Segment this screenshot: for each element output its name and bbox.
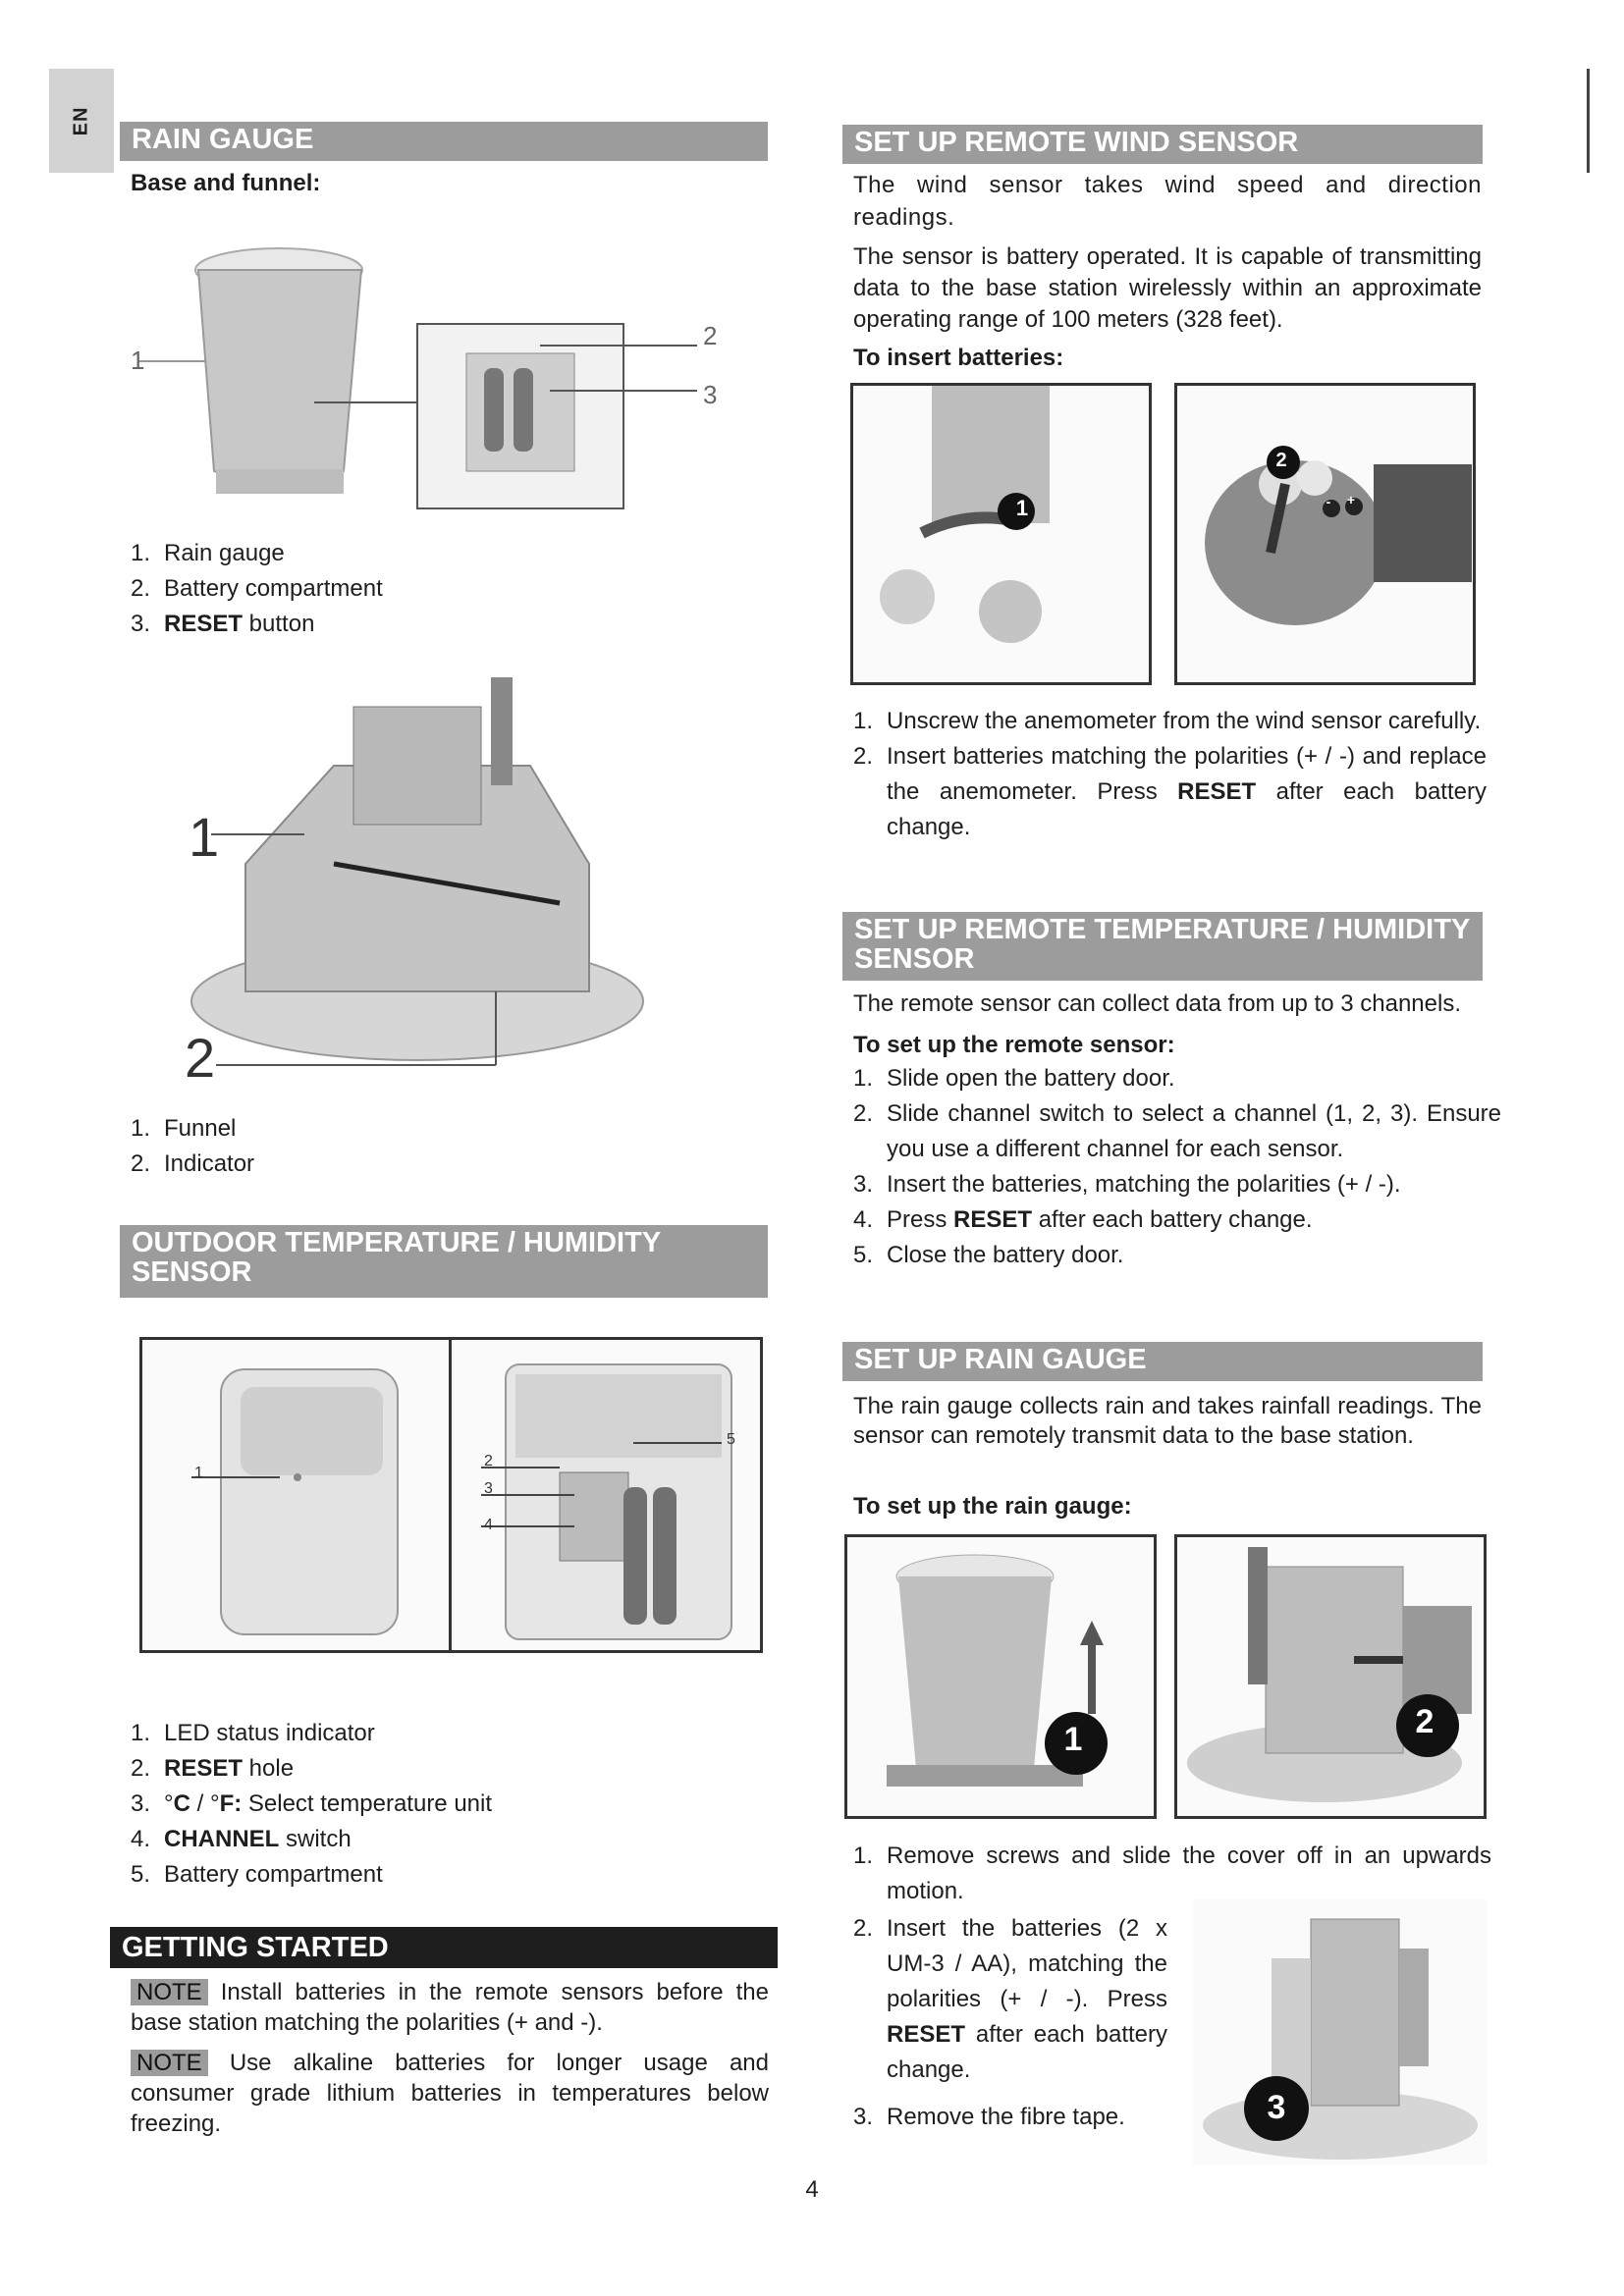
note-2: NOTE Use alkaline batteries for longer usage and consumer grade lithium batteries in temperatures below freezing. (131, 2050, 769, 2137)
list-item: 1. Slide open the battery door. (853, 1065, 1175, 1092)
rain-gauge-parts-list (131, 536, 720, 642)
fig1-callout-1: 1 (131, 346, 145, 375)
sensor-callout-4: 4 (484, 1517, 493, 1533)
rain-gauge-open-illustration (1177, 1537, 1484, 1816)
list-item: 4. CHANNEL switch (131, 1826, 352, 1852)
sensor-callout-3: 3 (484, 1480, 493, 1497)
rain-gauge-base (216, 469, 344, 494)
setup-badge-2: 2 (1415, 1703, 1435, 1740)
anemometer-figure-2 (1174, 383, 1476, 685)
rain-setup-subheading: To set up the rain gauge: (853, 1493, 1132, 1520)
list-item: 3. °C / °F: Select temperature unit (131, 1790, 493, 1817)
rain-gauge-body (198, 270, 361, 484)
list-item: 5. Close the battery door. (853, 1242, 1124, 1268)
sensor-callout-5: 5 (727, 1431, 735, 1448)
wind-steps-list (853, 704, 1487, 845)
list-item: 3. Remove the fibre tape. (853, 2104, 1125, 2130)
rain-setup-figure-2 (1174, 1534, 1487, 1819)
language-tab (49, 69, 114, 173)
rain-setup-heading: SET UP RAIN GAUGE (842, 1342, 1483, 1381)
rain-setup-figure-1 (844, 1534, 1157, 1819)
rain-gauge-illustration (847, 1537, 1154, 1816)
list-item: 2. Indicator (131, 1150, 255, 1177)
anemometer-illustration (853, 386, 1149, 682)
list-item: 1. Funnel (131, 1115, 237, 1142)
temp-sensor-intro: The remote sensor can collect data from up to 3 channels. (853, 990, 1461, 1017)
polarity-plus: + (1346, 492, 1356, 507)
note-label: NOTE (131, 1979, 208, 2005)
list-item: 4. Press RESET after each battery change. (853, 1206, 1313, 1233)
base-funnel-subheading: Base and funnel: (131, 170, 321, 196)
list-item: 1. Unscrew the anemometer from the wind sensor carefully. (853, 708, 1482, 734)
battery-icon (484, 368, 504, 452)
getting-started-heading: GETTING STARTED (110, 1927, 778, 1968)
insert-batteries-subheading: To insert batteries: (853, 345, 1064, 371)
list-item: 2. Insert batteries matching the polarities (+ / -) and replace the anemometer. Press RESET after each battery change. (853, 743, 1487, 840)
wind-sensor-para1: The wind sensor takes wind speed and direction readings. (853, 172, 1482, 231)
note-label: NOTE (131, 2050, 208, 2076)
sensor-illustration (142, 1340, 760, 1650)
battery-compartment-illustration (1177, 386, 1473, 682)
temp-sensor-heading: SET UP REMOTE TEMPERATURE / HUMIDITY SENSOR (842, 912, 1483, 981)
wind-sensor-heading: SET UP REMOTE WIND SENSOR (842, 125, 1483, 164)
rain-setup-intro: The rain gauge collects rain and takes rainfall readings. The sensor can remotely transmit data to the base station. (853, 1393, 1482, 1449)
rain-setup-steps-2 (853, 1911, 1167, 2135)
wind-sensor-para2: The sensor is battery operated. It is capable of transmitting data to the base station wirelessly within an approximate operating range of 100 meters (328 feet). (853, 243, 1482, 333)
list-item: 1. LED status indicator (131, 1720, 375, 1746)
note-1: NOTE Install batteries in the remote sensors before the base station matching the polarities (+ and -). (131, 1979, 769, 2036)
sensor-callout-1: 1 (194, 1465, 203, 1481)
fibre-tape-illustration (1193, 1899, 1488, 2164)
remote-sensor-subheading: To set up the remote sensor: (853, 1032, 1175, 1058)
page-number: 4 (805, 2176, 819, 2203)
anemometer-figure-1 (850, 383, 1152, 685)
sensor-parts-list (131, 1716, 720, 1893)
language-code: EN (70, 106, 92, 135)
rain-setup-figure-3 (1193, 1899, 1488, 2164)
step-badge-2: 2 (1275, 450, 1287, 471)
outdoor-sensor-heading: OUTDOOR TEMPERATURE / HUMIDITY SENSOR (120, 1225, 768, 1298)
list-item: 5. Battery compartment (131, 1861, 383, 1888)
rain-gauge-figure (118, 226, 727, 520)
list-item: 2. Insert the batteries (2 x UM-3 / AA), matching the polarities (+ / -). Press RESET after each battery change. (853, 1915, 1167, 2083)
funnel-illustration (177, 667, 668, 1090)
setup-badge-1: 1 (1063, 1721, 1083, 1758)
battery-icon (514, 368, 533, 452)
polarity-minus: - (1326, 494, 1331, 509)
step-badge-1: 1 (1015, 496, 1029, 520)
list-item: 2. Slide channel switch to select a channel (1, 2, 3). Ensure you use a different channel for each sensor. (853, 1100, 1501, 1162)
edge-rule (1587, 69, 1590, 173)
fig1-callout-2: 2 (703, 321, 718, 350)
setup-badge-3: 3 (1267, 2089, 1286, 2126)
fig2-callout-1: 1 (189, 806, 220, 868)
temp-steps-list (853, 1061, 1501, 1273)
sensor-callout-2: 2 (484, 1453, 493, 1469)
list-item: 2. Battery compartment (131, 575, 383, 602)
fig2-callout-2: 2 (185, 1027, 216, 1089)
list-item: 1. Rain gauge (131, 540, 285, 566)
fig1-callout-3: 3 (703, 380, 718, 409)
list-item: 2. RESET hole (131, 1755, 295, 1782)
list-item: 3. RESET button (131, 611, 315, 637)
list-item: 1. Remove screws and slide the cover off in an upwards motion. (853, 1842, 1491, 1904)
list-item: 3. Insert the batteries, matching the polarities (+ / -). (853, 1171, 1401, 1198)
funnel-parts-list (131, 1111, 720, 1182)
rain-gauge-heading: RAIN GAUGE (120, 122, 768, 161)
